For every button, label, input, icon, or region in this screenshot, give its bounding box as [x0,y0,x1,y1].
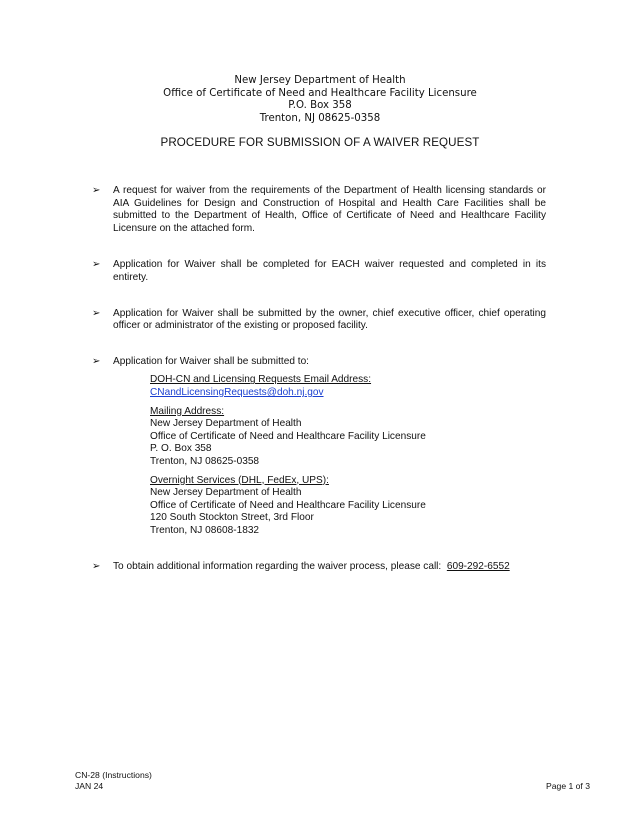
overnight-heading: Overnight Services (DHL, FedEx, UPS): [150,474,329,486]
bullet-text: Application for Waiver shall be completed for EACH waiver requested and completed in its entirety. [113,259,546,283]
mailing-line: P. O. Box 358 [150,443,212,455]
bullet-text: Application for Waiver shall be submitted to: [113,355,309,367]
arrow-bullet-icon: ➢ [92,259,101,271]
arrow-bullet-icon: ➢ [92,355,101,367]
bullet-list [92,185,552,574]
footer-date: JAN 24 [75,780,104,791]
overnight-line: Trenton, NJ 08608-1832 [150,524,260,536]
mailing-line: Office of Certificate of Need and Healthcare Facility Licensure [150,430,426,442]
footer-form-info [75,770,152,791]
arrow-bullet-icon: ➢ [92,307,101,319]
list-item [92,185,552,235]
header-office: Office of Certificate of Need and Healthcare Facility Licensure [163,87,477,99]
bullet-text: A request for waiver from the requirements of the Department of Health licensing standards or AIA Guidelines for Design and Construction of Hospital and Health Care Facilities shall be submitted to the Department of Health, Office of Certificate of Need and Healthcare Facility Licensure on the attached form. [113,185,546,234]
list-item [92,308,552,333]
arrow-bullet-icon: ➢ [92,185,101,196]
mailing-address-block [150,406,552,469]
footer-page-number: Page 1 of 3 [546,781,590,791]
letterhead [0,75,640,125]
footer-form-id: CN-28 (Instructions) [75,770,152,780]
phone-number[interactable]: 609-292-6552 [446,561,510,573]
bullet-text [113,561,546,574]
overnight-address-block [150,475,552,538]
overnight-line: 120 South Stockton Street, 3rd Floor [150,512,314,524]
email-heading: DOH-CN and Licensing Requests Email Address: [150,374,372,386]
header-po-box: P.O. Box 358 [288,100,352,111]
contact-text: To obtain additional information regarding the waiver process, please call: [113,561,442,573]
list-item [92,356,552,538]
page-title: PROCEDURE FOR SUBMISSION OF A WAIVER REQUEST [160,136,480,149]
mailing-line: New Jersey Department of Health [150,418,302,430]
overnight-line: Office of Certificate of Need and Healthcare Facility Licensure [150,499,426,511]
header-department: New Jersey Department of Health [234,75,406,86]
list-item [92,561,552,574]
overnight-line: New Jersey Department of Health [150,487,302,499]
arrow-bullet-icon: ➢ [92,561,101,573]
submission-addresses [150,374,552,537]
mailing-line: Trenton, NJ 08625-0358 [150,455,260,467]
list-item [92,259,552,284]
mailing-heading: Mailing Address: [150,405,225,417]
email-address-block [150,374,552,399]
header-city: Trenton, NJ 08625-0358 [259,112,381,124]
bullet-text: Application for Waiver shall be submitted by the owner, chief executive officer, chief operating officer or administrator of the existing or proposed facility. [113,307,546,332]
email-link[interactable]: CNandLicensingRequests@doh.nj.gov [150,386,324,398]
